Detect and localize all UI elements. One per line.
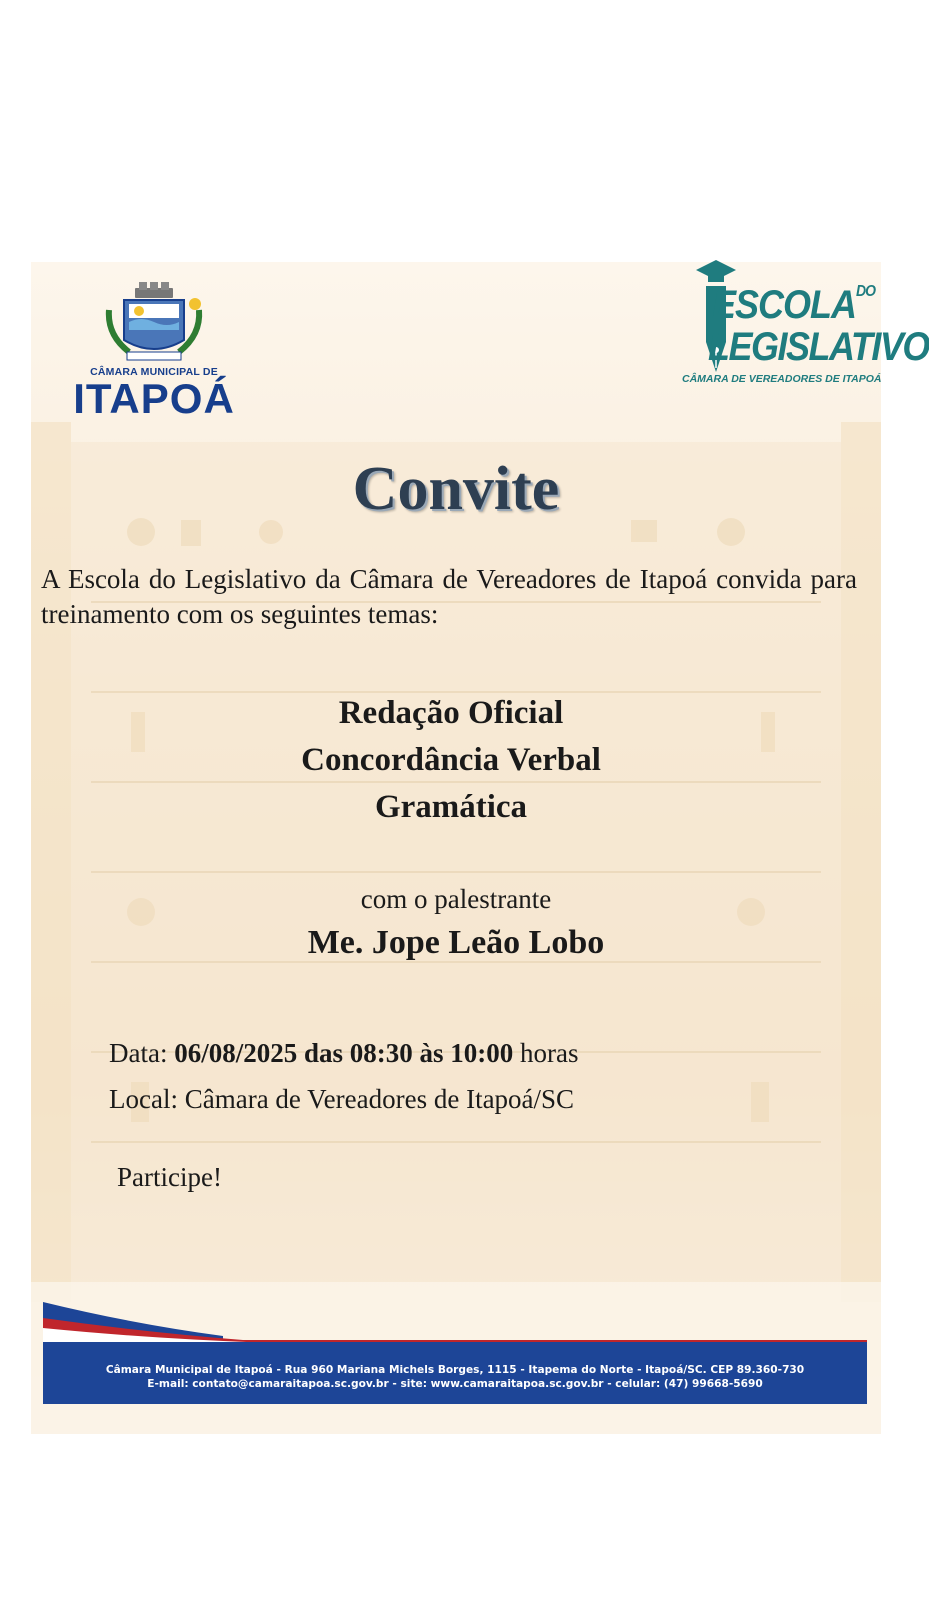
footer-contacts: E-mail: contato@camaraitapoa.sc.gov.br - site: www.camaraitapoa.sc.gov.br - celular: (47) 99668-5690 xyxy=(147,1378,763,1390)
topic-item: Concordância Verbal xyxy=(301,742,601,778)
parchment-scroll-background xyxy=(31,262,881,1434)
location-label: Local: xyxy=(109,1084,178,1114)
presenter-label: com o palestrante xyxy=(360,884,552,914)
date-value: 06/08/2025 das 08:30 às 10:00 xyxy=(174,1038,514,1068)
footer-swoosh-icon xyxy=(43,1302,867,1346)
invitation-card xyxy=(31,262,929,1434)
call-to-action: Participe! xyxy=(117,1162,222,1192)
topic-item: Gramática xyxy=(374,789,528,825)
camara-vereadores-caption: CÂMARA DE VEREADORES DE ITAPOÁ xyxy=(682,373,882,385)
footer-address: Câmara Municipal de Itapoá - Rua 960 Mariana Michels Borges, 1115 - Itapema do Norte - Itapoá/SC. CEP 89.360-730 xyxy=(105,1364,805,1376)
camara-itapoa-logo xyxy=(69,280,249,420)
date-label: Data: xyxy=(109,1038,168,1068)
escola-legislativo-logo xyxy=(676,254,929,404)
event-info xyxy=(109,1030,579,1122)
footer-contact-band xyxy=(43,1342,867,1404)
location-value: Câmara de Vereadores de Itapoá/SC xyxy=(184,1084,575,1114)
escola-word: $ESCOLA^{DO}$ xyxy=(712,281,876,327)
footer xyxy=(43,1302,867,1404)
presenter-name: Me. Jope Leão Lobo xyxy=(307,924,605,961)
intro-paragraph: A Escola do Legislativo da Câmara de Vereadores de Itapoá convida para treinamento com os seguintes temas: xyxy=(41,564,857,629)
logo-caption-big: ITAPOÁ xyxy=(73,375,235,422)
page-title: Convite xyxy=(352,455,560,523)
date-line xyxy=(109,1030,579,1076)
location-line xyxy=(109,1076,579,1122)
topic-item: Redação Oficial xyxy=(338,695,564,731)
date-suffix: horas xyxy=(520,1038,579,1068)
logo-caption-small: CÂMARA MUNICIPAL DE xyxy=(90,366,218,378)
topics-list xyxy=(31,690,881,831)
municipal-crest-icon xyxy=(69,280,239,370)
legislativo-word: LEGISLATIVO xyxy=(708,323,929,369)
